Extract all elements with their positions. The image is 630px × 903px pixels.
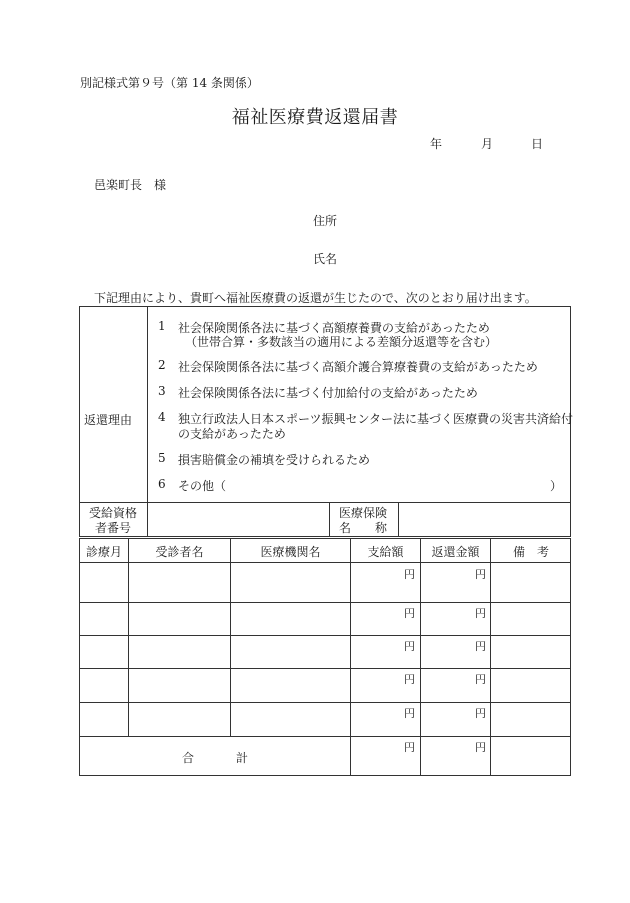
reason-5-text: 損害賠償金の補填を受けられるため <box>178 453 371 467</box>
table-header-line <box>79 562 571 563</box>
address-label: 住所 <box>313 214 338 228</box>
reason-6-num: 6 <box>158 477 166 491</box>
reason-1-text-sub: （世帯合算・多数該当の適用による差額分返還等を含む） <box>185 335 498 349</box>
total-label-2: 計 <box>236 751 249 765</box>
table-row-line-2 <box>79 635 571 636</box>
table-row-line-5 <box>79 736 571 737</box>
reason-2-text: 社会保険関係各法に基づく高額介護合算療養費の支給があったため <box>178 360 538 374</box>
yen-paid-total: 円 <box>404 741 415 754</box>
date-year: 年 <box>430 137 443 151</box>
header-institution-name: 医療機関名 <box>260 545 321 559</box>
reasons-heading: 返還理由 <box>84 413 133 427</box>
yen-paid-row-4: 円 <box>404 673 415 686</box>
reason-3-text: 社会保険関係各法に基づく付加給付の支給があったため <box>178 386 478 400</box>
yen-paid-row-5: 円 <box>404 707 415 720</box>
page-title: 福祉医療費返還届書 <box>231 107 399 128</box>
reason-1-num: 1 <box>158 319 166 333</box>
insurance-label-2: 名 称 <box>339 521 388 535</box>
table-row-line-1 <box>79 602 571 603</box>
recipient-divider-2 <box>329 502 330 537</box>
total-label-1: 合 <box>182 751 195 765</box>
recipient-divider-1 <box>147 502 148 537</box>
qualification-label: 受給資格 <box>89 506 138 520</box>
insurance-label: 医療保険 <box>339 506 388 520</box>
reason-4-num: 4 <box>158 410 166 424</box>
reason-2-num: 2 <box>158 358 166 372</box>
yen-refund-total: 円 <box>475 741 486 754</box>
table-col-line-1 <box>128 538 129 736</box>
reason-6-text: その他（ <box>178 479 227 493</box>
header-paid-amount: 支給額 <box>367 545 404 559</box>
form-number: 別記様式第９号（第 14 条関係） <box>80 76 259 90</box>
header-treatment-month: 診療月 <box>85 545 122 559</box>
qualification-label-2: 者番号 <box>95 521 132 535</box>
reasons-divider <box>147 306 148 503</box>
date-day: 日 <box>531 137 544 151</box>
yen-refund-row-2: 円 <box>475 607 486 620</box>
yen-paid-row-3: 円 <box>404 640 415 653</box>
header-remarks: 備 考 <box>512 545 549 559</box>
qualification-number-field[interactable] <box>149 503 328 536</box>
yen-refund-row-1: 円 <box>475 568 486 581</box>
reason-4-text: 独立行政法人日本スポーツ振興センター法に基づく医療費の災害共済給付 <box>178 412 574 426</box>
addressee: 邑楽町長 様 <box>94 178 167 192</box>
recipient-divider-3 <box>398 502 399 537</box>
reason-4-text-cont: の支給があったため <box>178 427 286 441</box>
reason-3-num: 3 <box>158 384 166 398</box>
reason-1-text: 社会保険関係各法に基づく高額療養費の支給があったため <box>178 321 490 335</box>
table-row-line-3 <box>79 668 571 669</box>
reason-5-num: 5 <box>158 451 166 465</box>
header-refund-amount: 返還金額 <box>431 545 480 559</box>
table-col-line-2 <box>230 538 231 736</box>
yen-paid-row-1: 円 <box>404 568 415 581</box>
yen-refund-row-3: 円 <box>475 640 486 653</box>
table-col-line-3 <box>350 538 351 776</box>
table-col-line-5 <box>490 538 491 776</box>
claims-table <box>79 538 571 776</box>
insurance-name-field[interactable] <box>400 503 570 536</box>
header-patient-name: 受診者名 <box>155 545 204 559</box>
name-label: 氏名 <box>313 252 338 266</box>
yen-refund-row-4: 円 <box>475 673 486 686</box>
yen-paid-row-2: 円 <box>404 607 415 620</box>
intro-text: 下記理由により、貴町へ福祉医療費の返還が生じたので、次のとおり届け出ます。 <box>94 291 537 305</box>
table-col-line-4 <box>420 538 421 776</box>
table-row-line-4 <box>79 702 571 703</box>
date-month: 月 <box>481 137 494 151</box>
reason-6-close: ） <box>550 479 563 493</box>
yen-refund-row-5: 円 <box>475 707 486 720</box>
